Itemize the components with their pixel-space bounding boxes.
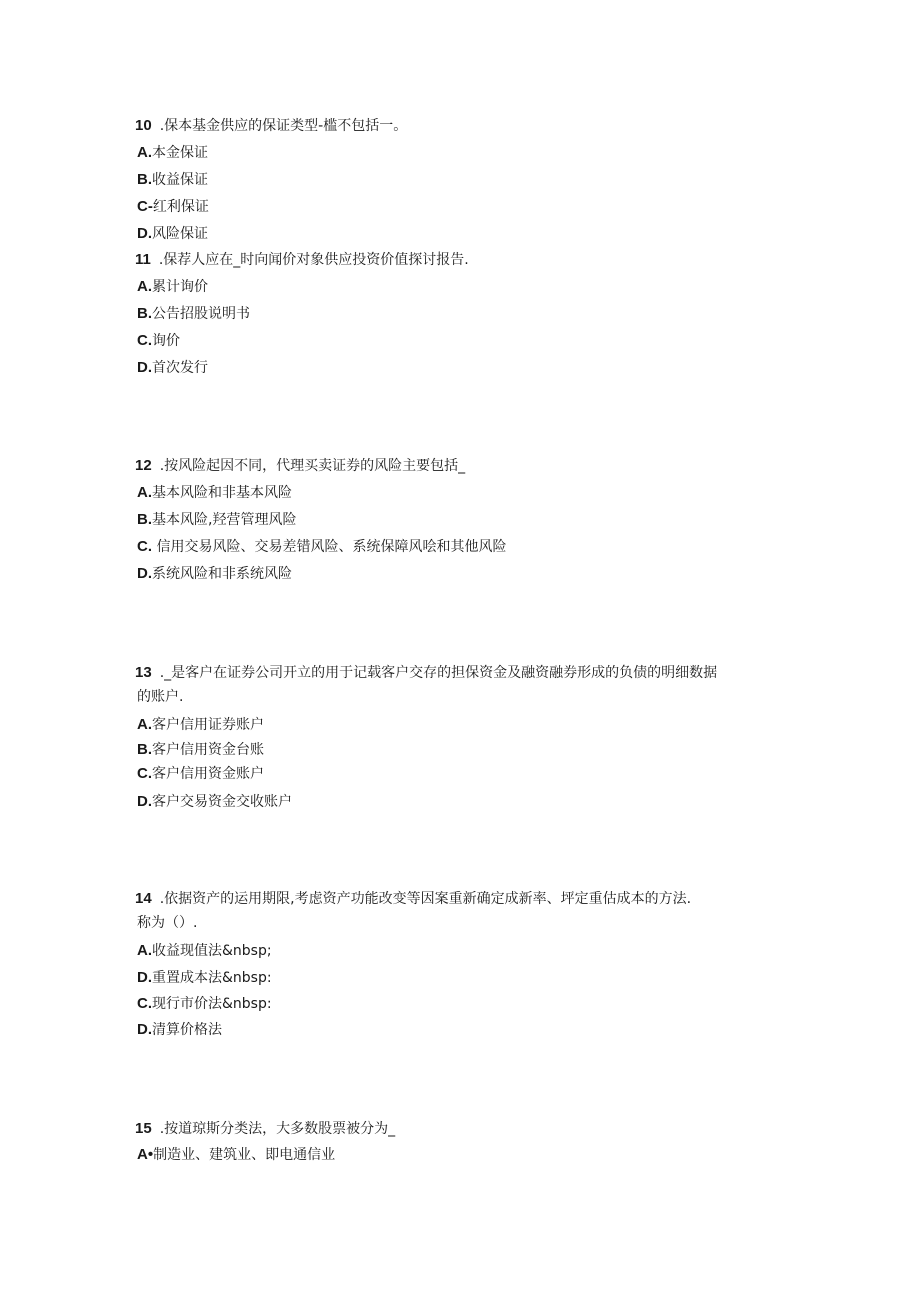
option-text: 系统风险和非系统风险 (152, 566, 292, 582)
option-label: D. (137, 359, 152, 376)
option-label: C. (137, 332, 152, 349)
option-text: 信用交易风险、交易差错风险、系统保障风哙和其他风险 (152, 539, 507, 555)
question-14-option-b (137, 969, 272, 987)
option-text: 客户信用资金账户 (152, 766, 264, 782)
question-14-option-c (137, 995, 272, 1013)
option-label: A. (137, 942, 152, 959)
option-text: 客户交易资金交收账户 (152, 794, 292, 810)
question-text: .按道琼斯分类法，大多数股票被分为_ (159, 1121, 396, 1137)
option-text: 客户信用资金台账 (152, 742, 264, 758)
option-label: C. (137, 995, 152, 1012)
option-label: A. (137, 716, 152, 733)
option-text: 风险保证 (152, 226, 208, 242)
option-label: D. (137, 793, 152, 810)
question-12-option-a (137, 484, 292, 502)
option-label: B. (137, 305, 152, 322)
question-text: ._是客户在证券公司开立的用于记载客户交存的担保资金及融资融券形成的负债的明细数据 (159, 665, 718, 681)
question-14-option-d (137, 1021, 222, 1039)
question-10-stem (135, 117, 407, 135)
question-12-option-d (137, 565, 292, 583)
question-13-stem (135, 664, 717, 682)
option-text: 清算价格法 (152, 1022, 222, 1038)
question-text: .依据资产的运用期限,考虑资产功能改变等因案重新确定成新率、坪定重估成本的方法. (159, 891, 692, 907)
option-text: 累计询价 (152, 279, 208, 295)
question-11-option-d (137, 359, 208, 377)
option-label: B. (137, 511, 152, 528)
question-text: .保本基金供应的保证类型-槛不包括一。 (159, 118, 408, 134)
question-number: 11 (135, 251, 151, 268)
question-12-option-c (137, 538, 506, 556)
option-label: D. (137, 565, 152, 582)
option-label: C. (137, 765, 152, 782)
question-10-option-b (137, 171, 208, 189)
option-text: 制造业、建筑业、即电通信业 (153, 1147, 336, 1163)
option-text: 基本风险和非基本风险 (152, 485, 292, 501)
question-11-stem (135, 251, 469, 269)
question-13-stem-continued (137, 688, 183, 706)
option-label: A. (137, 484, 152, 501)
question-11-option-b (137, 305, 250, 323)
question-14-stem-continued (137, 914, 197, 932)
option-text: 红利保证 (152, 199, 209, 215)
question-15-stem (135, 1120, 395, 1138)
question-13-option-b (137, 741, 264, 759)
question-10-option-a (137, 144, 208, 162)
option-label: D. (137, 969, 152, 986)
question-number: 13 (135, 664, 152, 681)
question-text: .按风险起因不同，代理买卖证券的风险主要包括_ (159, 458, 466, 474)
option-text: 基本风险,羟营管理风险 (152, 512, 297, 528)
option-text: 询价 (152, 333, 180, 349)
question-text-continued: 称为（）. (137, 915, 198, 931)
option-label: D. (137, 1021, 152, 1038)
option-label: B. (137, 741, 152, 758)
question-12-option-b (137, 511, 296, 529)
option-text: 重置成本法&nbsp: (152, 970, 272, 986)
question-11-option-a (137, 278, 208, 296)
option-text: 公告招股说明书 (152, 306, 250, 322)
question-10-option-c (137, 198, 209, 216)
option-text: 收益现值法&nbsp; (152, 943, 272, 959)
option-label: C. (137, 538, 152, 555)
question-number: 10 (135, 117, 152, 134)
option-label: A• (137, 1146, 154, 1163)
question-number: 15 (135, 1120, 152, 1137)
question-number: 14 (135, 890, 152, 907)
question-15-option-a (137, 1146, 335, 1164)
option-label: C- (137, 198, 153, 215)
option-label: B. (137, 171, 152, 188)
option-text: 现行市价法&nbsp: (152, 996, 272, 1012)
question-14-option-a (137, 942, 272, 960)
question-13-option-a (137, 716, 264, 734)
option-text: 收益保证 (152, 172, 208, 188)
question-11-option-c (137, 332, 180, 350)
option-text: 客户信用证券账户 (152, 717, 264, 733)
question-13-option-c (137, 765, 264, 783)
question-text-continued: 的账户. (137, 689, 184, 705)
question-14-stem (135, 890, 691, 908)
option-text: 本金保证 (152, 145, 208, 161)
option-text: 首次发行 (152, 360, 208, 376)
question-text: .保荐人应在_时向闻价对象供应投资价值探讨报告. (158, 252, 469, 268)
question-10-option-d (137, 225, 208, 243)
question-13-option-d (137, 793, 292, 811)
option-label: D. (137, 225, 152, 242)
question-number: 12 (135, 457, 152, 474)
question-12-stem (135, 457, 465, 475)
option-label: A. (137, 144, 152, 161)
option-label: A. (137, 278, 152, 295)
